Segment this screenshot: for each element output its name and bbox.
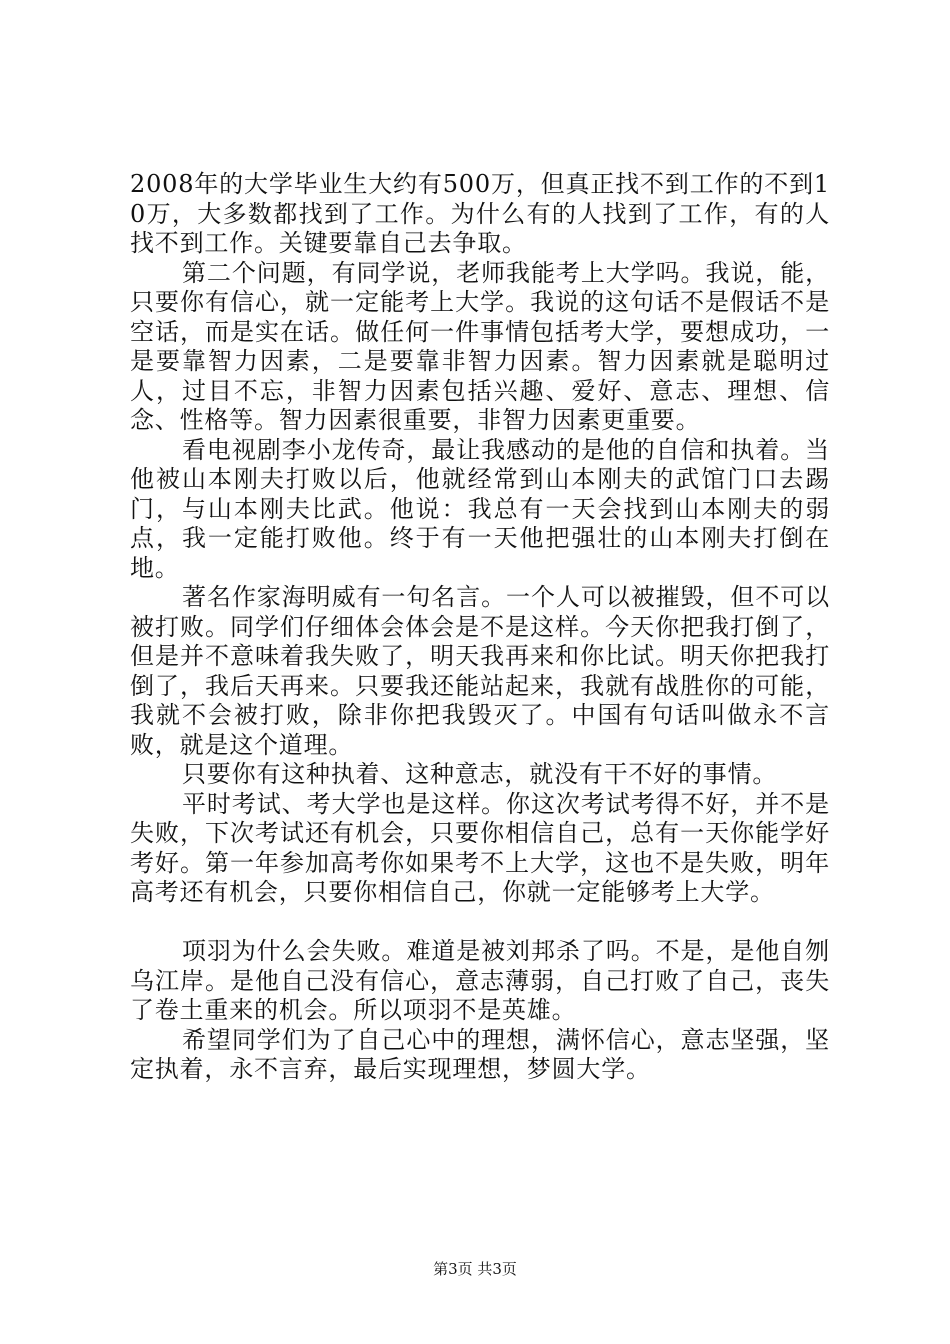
paragraph-bruce-lee: 看电视剧李小龙传奇，最让我感动的是他的自信和执着。当他被山本刚夫打败以后，他就经常到山本刚夫的武馆门口去踢门，与山本刚夫比武。他说：我总有一天会找到山本刚夫的弱点，我一定能打败他。终于有一天他把强壮的山本刚夫打倒在地。 [130,435,830,582]
paragraph-xiang-yu: 项羽为什么会失败。难道是被刘邦杀了吗。不是，是他自刎乌江岸。是他自己没有信心，意志薄弱，自己打败了自己，丧失了卷土重来的机会。所以项羽不是英雄。 [130,937,830,1024]
paragraph-closing-wish: 希望同学们为了自己心中的理想，满怀信心，意志坚强，坚定执着，永不言弃，最后实现理想，梦圆大学。 [130,1025,830,1083]
paragraph-exams: 平时考试、考大学也是这样。你这次考试考得不好，并不是失败，下次考试还有机会，只要你相信自己，总有一天你能学好考好。第一年参加高考你如果考不上大学，这也不是失败，明年高考还有机会，只要你相信自己，你就一定能够考上大学。 [130,789,830,906]
paragraph-perseverance: 只要你有这种执着、这种意志，就没有干不好的事情。 [182,760,778,788]
paragraph-hemingway: 著名作家海明威有一句名言。一个人可以被摧毁，但不可以被打败。同学们仔细体会体会是不是这样。今天你把我打倒了，但是并不意味着我失败了，明天我再来和你比试。明天你把我打倒了，我后天再来。只要我还能站起来，我就有战胜你的可能，我就不会被打败，除非你把我毁灭了。中国有句话叫做永不言败，就是这个道理。 [130,583,830,759]
page-number-footer: 第3页 共3页 [433,1260,517,1278]
blank-line [130,908,830,938]
paragraph-second-question: 第二个问题，有同学说，老师我能考上大学吗。我说，能，只要你有信心，就一定能考上大学。我说的这句话不是假话不是空话，而是实在话。做任何一件事情包括考大学，要想成功，一是要靠智力因素，二是要靠非智力因素。智力因素就是聪明过人，过目不忘，非智力因素包括兴趣、爱好、意志、理想、信念、性格等。智力因素很重要，非智力因素更重要。 [130,258,830,434]
paragraph-graduates: 2008年的大学毕业生大约有500万，但真正找不到工作的不到10万，大多数都找到了工作。为什么有的人找到了工作，有的人找不到工作。关键要靠自己去争取。 [130,170,830,257]
document-body [130,170,830,1085]
